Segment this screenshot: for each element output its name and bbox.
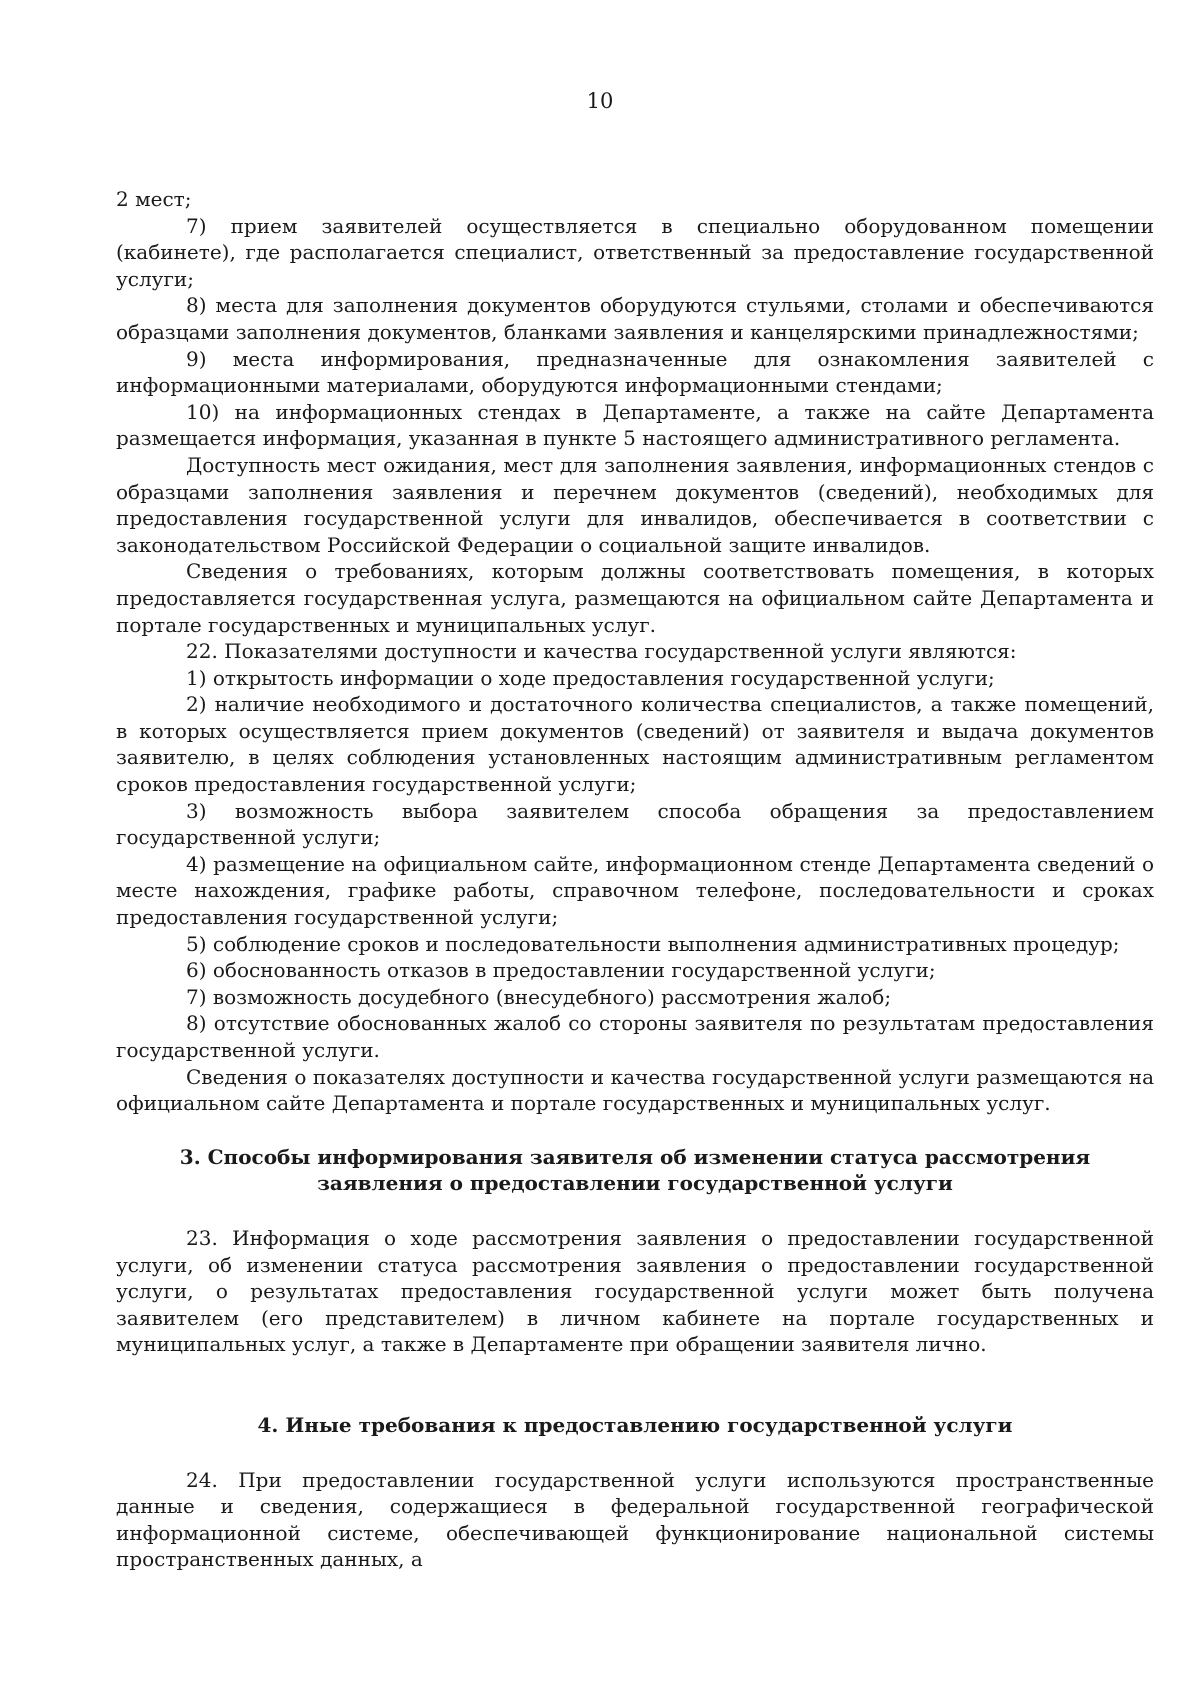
spacer (116, 1358, 1154, 1412)
paragraph: 2 мест; (116, 187, 192, 211)
section-4-paragraph: 24. При предоставлении государственной услуги используются пространственные данные и сведения, содержащиеся в федеральной государственной географической информационной системе, обеспечивающей функционирование национальной системы пространственных данных, а (116, 1467, 1154, 1572)
paragraph: 8) отсутствие обоснованных жалоб со стороны заявителя по результатам предоставления государственной услуги. (116, 1011, 1154, 1062)
paragraph: 10) на информационных стендах в Департаменте, а также на сайте Департамента размещается информация, указанная в пункте 5 настоящего административного регламента. (116, 399, 1154, 451)
page-number: 10 (586, 89, 614, 113)
paragraph: 3) возможность выбора заявителем способа обращения за предоставлением государственной услуги; (116, 798, 1154, 850)
paragraph: Доступность мест ожидания, мест для заполнения заявления, информационных стендов с образцами заполнения заявления и перечнем документов (сведений), необходимых для предоставления государственной услуги для инвалидов, обеспечивается в соответствии с законодательством Российской Федерации о социальной защите инвалидов. (116, 452, 1154, 557)
paragraph: Сведения о показателях доступности и качества государственной услуги размещаются на официальном сайте Департамента и портале государственных и муниципальных услуг. (116, 1064, 1154, 1116)
spacer (116, 1117, 1154, 1144)
paragraph: 1) открытость информации о ходе предоставления государственной услуги; (186, 665, 995, 690)
spacer (116, 1197, 1154, 1225)
paragraph: 5) соблюдение сроков и последовательности выполнения административных процедур; (186, 931, 1120, 956)
paragraph: 7) возможность досудебного (внесудебного) рассмотрения жалоб; (186, 984, 892, 1009)
section-4-heading: 4. Иные требования к предоставлению государственной услуги (257, 1412, 1013, 1437)
section-3-heading: 3. Способы информирования заявителя об изменении статуса рассмотрения заявления о предоставлении государственной услуги (179, 1144, 1091, 1196)
paragraph: 6) обоснованность отказов в предоставлении государственной услуги; (186, 958, 936, 983)
paragraph: 8) места для заполнения документов оборудуются стульями, столами и обеспечиваются образцами заполнения документов, бланками заявления и канцелярскими принадлежностями; (116, 293, 1154, 344)
paragraph: 7) прием заявителей осуществляется в специально оборудованном помещении (кабинете), где располагается специалист, ответственный за предоставление государственной услуги; (116, 213, 1154, 291)
paragraph: 2) наличие необходимого и достаточного количества специалистов, а также помещений, в которых осуществляется прием документов (сведений) от заявителя и выдача документов заявителю, в целях соблюдения установленных настоящим административным регламентом сроков предоставления государственной услуги; (116, 692, 1154, 797)
section-3-paragraph: 23. Информация о ходе рассмотрения заявления о предоставлении государственной услуги, об изменении статуса рассмотрения заявления о предоставлении государственной услуги, о результатах предоставления государственной услуги может быть получена заявителем (его представителем) в личном кабинете на портале государственных и муниципальных услуг, а также в Департаменте при обращении заявителя лично. (116, 1225, 1154, 1357)
paragraph: Сведения о требованиях, которым должны соответствовать помещения, в которых предоставляется государственная услуга, размещаются на официальном сайте Департамента и портале государственных и муниципальных услуг. (116, 559, 1154, 637)
paragraph: 22. Показателями доступности и качества государственной услуги являются: (186, 639, 1017, 664)
spacer (116, 1439, 1154, 1467)
document-body (116, 186, 1154, 1573)
paragraph: 4) размещение на официальном сайте, информационном стенде Департамента сведений о месте нахождения, графике работы, справочном телефоне, последовательности и сроках предоставления государственной услуги; (116, 851, 1154, 930)
paragraph: 9) места информирования, предназначенные для ознакомления заявителей с информационными материалами, оборудуются информационными стендами; (116, 346, 1154, 398)
